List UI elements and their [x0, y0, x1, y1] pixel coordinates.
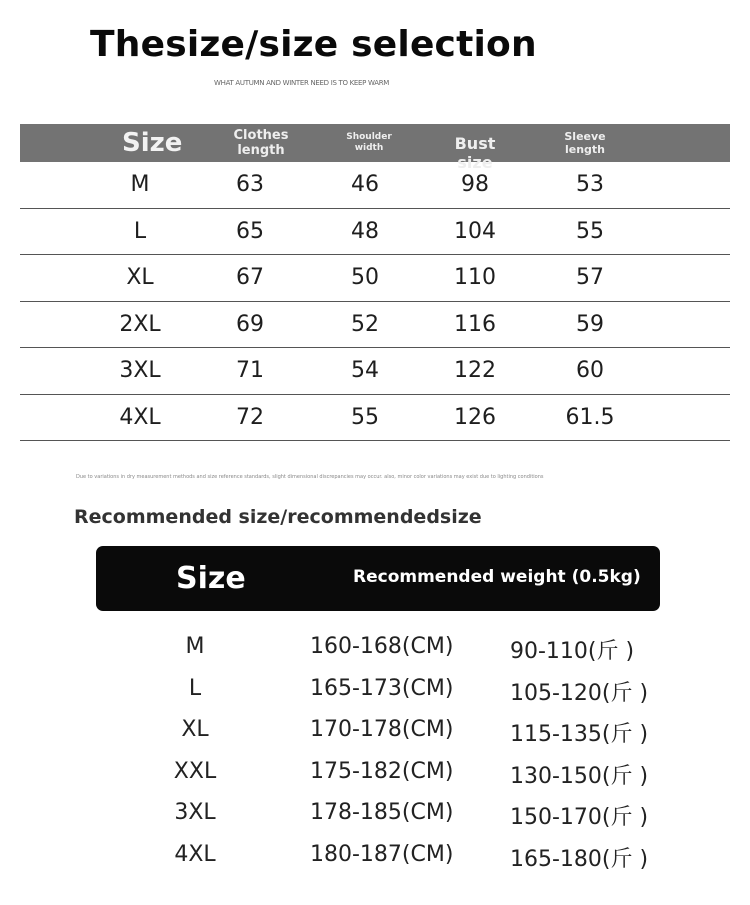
cell-shoulder-width: 50: [351, 265, 379, 290]
cell-sleeve-length: 61.5: [565, 404, 615, 430]
measurement-note: Due to variations in dry measurement methods and size reference standards, slight dimensional discrepancies may occur. also, minor color variations may exist due to lighting conditions: [76, 474, 544, 480]
table-row: [20, 162, 730, 209]
recommended-size: L: [188, 675, 202, 701]
cell-bust-size: 126: [454, 404, 496, 430]
cell-bust-size: 104: [454, 218, 496, 244]
recommended-header-size: Size: [176, 561, 246, 596]
recommended-weight: 105-120(斤 ): [510, 680, 649, 706]
recommended-row: [0, 672, 750, 714]
recommended-height: 175-182(CM): [310, 758, 454, 784]
recommended-size: 3XL: [174, 800, 216, 825]
table-row: [20, 395, 730, 442]
cell-sleeve-length: 60: [576, 358, 604, 383]
cell-size: 2XL: [119, 311, 161, 337]
header-bust-size: Bust size: [454, 134, 496, 172]
header-clothes-length: Clothes length: [233, 128, 289, 158]
recommended-weight: 115-135(斤 ): [510, 722, 649, 747]
cell-bust-size: 110: [454, 265, 496, 290]
recommended-weight: 90-110(斤 ): [510, 639, 635, 664]
recommended-list: [0, 630, 750, 879]
recommended-weight: 130-150(斤 ): [510, 763, 649, 789]
recommended-row: [0, 713, 750, 755]
header-shoulder-width: Shoulder width: [346, 132, 392, 153]
table-row: [20, 348, 730, 395]
recommended-weight: 165-180(斤 ): [510, 846, 649, 872]
cell-shoulder-width: 54: [351, 358, 379, 383]
recommended-weight: 150-170(斤 ): [510, 805, 649, 830]
cell-clothes-length: 65: [236, 218, 264, 244]
table-row: [20, 255, 730, 302]
recommended-header: [96, 546, 660, 611]
recommended-title: Recommended size/recommendedsize: [74, 506, 482, 528]
cell-clothes-length: 71: [236, 358, 264, 383]
cell-sleeve-length: 59: [576, 311, 604, 337]
cell-size: 3XL: [119, 358, 161, 383]
cell-clothes-length: 67: [236, 265, 264, 290]
recommended-size: XL: [181, 717, 209, 742]
recommended-row: [0, 838, 750, 880]
recommended-height: 180-187(CM): [310, 841, 454, 867]
recommended-height: 165-173(CM): [310, 675, 454, 701]
cell-size: 4XL: [119, 404, 161, 430]
cell-bust-size: 122: [454, 358, 496, 383]
recommended-size: 4XL: [174, 841, 216, 867]
cell-bust-size: 116: [454, 311, 496, 337]
recommended-header-weight: Recommended weight (0.5kg): [353, 567, 641, 587]
recommended-size: XXL: [173, 758, 217, 784]
cell-clothes-length: 63: [236, 172, 264, 197]
cell-size: L: [133, 218, 147, 244]
cell-shoulder-width: 52: [351, 311, 379, 337]
recommended-size: M: [185, 634, 205, 659]
page-subtitle: WHAT AUTUMN AND WINTER NEED IS TO KEEP WARM: [214, 79, 390, 87]
header-size: Size: [122, 128, 183, 158]
recommended-height: 160-168(CM): [310, 634, 454, 659]
recommended-height: 170-178(CM): [310, 717, 454, 742]
table-row: [20, 302, 730, 349]
recommended-row: [0, 755, 750, 797]
cell-size: XL: [126, 265, 154, 290]
cell-shoulder-width: 46: [351, 172, 379, 197]
recommended-height: 178-185(CM): [310, 800, 454, 825]
cell-shoulder-width: 48: [351, 218, 379, 244]
cell-bust-size: 98: [461, 172, 489, 197]
size-table: [20, 124, 730, 441]
cell-sleeve-length: 55: [576, 218, 604, 244]
cell-size: M: [130, 172, 150, 197]
cell-clothes-length: 72: [236, 404, 264, 430]
recommended-row: [0, 796, 750, 838]
cell-sleeve-length: 53: [576, 172, 604, 197]
size-table-header: [20, 124, 730, 172]
header-sleeve-length: Sleeve length: [564, 130, 606, 156]
cell-clothes-length: 69: [236, 311, 264, 337]
recommended-row: [0, 630, 750, 672]
cell-shoulder-width: 55: [351, 404, 379, 430]
cell-sleeve-length: 57: [576, 265, 604, 290]
page-title: Thesize/size selection: [90, 24, 537, 65]
table-row: [20, 209, 730, 256]
